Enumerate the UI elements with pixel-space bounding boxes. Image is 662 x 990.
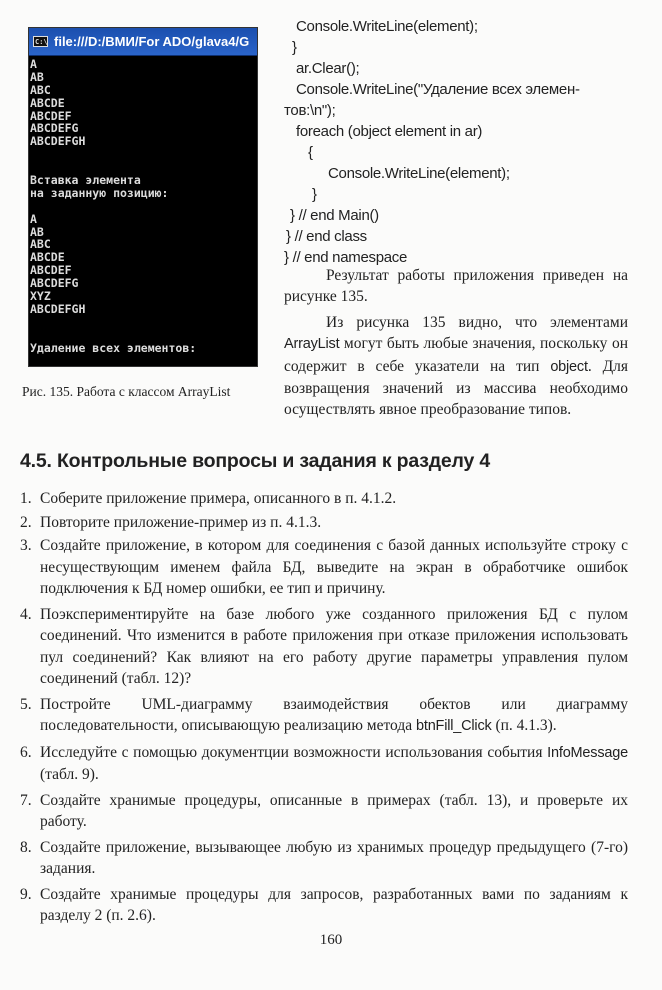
console-line xyxy=(30,200,257,213)
task-item xyxy=(20,884,628,927)
console-line: ABCDE xyxy=(30,250,65,265)
task-item xyxy=(20,512,628,534)
code-line: Console.WriteLine(element); xyxy=(328,165,510,182)
task-text-tail: (п. 4.1.3). xyxy=(491,717,557,734)
task-text: Создайте приложение, вызывающее любую из хранимых процедур предыдущего (7-го) задания. xyxy=(40,838,628,877)
console-titlebar xyxy=(29,28,257,56)
code-line: Console.WriteLine("Удаление всех элемен- xyxy=(296,81,580,98)
console-line: ABC xyxy=(30,237,51,252)
paragraph-result: Результат работы приложения приведен на рисунке 135. xyxy=(284,267,628,306)
code-line: } // end namespace xyxy=(284,249,408,266)
paragraph-text: . Для возвращения значений из массива необходимо осуществлять явное преобразование типов. xyxy=(284,357,628,419)
task-text: Поэкспериментируйте на базе любого уже созданного приложения БД с пулом соединений. Что изменится в работе приложения при отказе приложения использовать пул соединений? Как влияют на его работу другие параметры управления пулом соединений (табл. 12)? xyxy=(40,605,628,687)
console-line xyxy=(30,316,257,329)
console-line: Удаление всех элементов: xyxy=(30,340,197,355)
code-line: { xyxy=(308,144,313,161)
paragraph-text: могут быть любые значения, поскольку он содержит в себе указатели на тип xyxy=(284,335,628,375)
code-line: } // end class xyxy=(286,228,367,245)
console-output xyxy=(29,56,257,354)
task-number: 1. xyxy=(20,490,32,507)
task-item xyxy=(20,694,628,738)
task-item xyxy=(20,604,628,690)
code-line: тов:\n"); xyxy=(284,102,336,119)
task-text: Постройте UML-диаграмму взаимодействия обектов или диаграмму последовательности, описывающую реализацию метода xyxy=(40,695,628,734)
console-line: на заданную позицию: xyxy=(30,185,169,200)
console-line: ABCDEFGH xyxy=(30,301,86,316)
task-item xyxy=(20,535,628,600)
console-line: ABCDEFGH xyxy=(30,134,86,149)
task-item xyxy=(20,488,628,510)
code-line: ar.Clear(); xyxy=(296,60,360,77)
console-window-screenshot xyxy=(28,27,258,367)
task-number: 7. xyxy=(20,791,32,809)
task-text: Создайте хранимые процедуры для запросов, разработанных вами по заданиям к разделу 2 (п. 2.6). xyxy=(40,885,628,924)
task-number: 3. xyxy=(20,537,32,554)
page-number: 160 xyxy=(319,932,343,948)
task-number: 5. xyxy=(20,695,32,713)
task-number: 4. xyxy=(20,605,32,623)
task-item xyxy=(20,742,628,786)
console-line: XYZ xyxy=(30,289,51,304)
console-line: AB xyxy=(30,69,44,84)
paragraph-text: Из рисунка 135 видно, что элементами xyxy=(326,314,628,331)
console-line: ABCDEF xyxy=(30,263,72,278)
console-line: A xyxy=(30,57,37,71)
console-line: ABCDEFG xyxy=(30,121,79,136)
code-line: Console.WriteLine(element); xyxy=(296,18,478,35)
task-text: Соберите приложение примера, описанного в п. 4.1.2. xyxy=(40,490,397,507)
code-line: } xyxy=(312,186,317,203)
task-item xyxy=(20,837,628,880)
console-line: ABCDEF xyxy=(30,108,72,123)
console-line: AB xyxy=(30,224,44,239)
console-line: ABC xyxy=(30,82,51,97)
task-number: 6. xyxy=(20,743,32,761)
console-line: A xyxy=(30,211,37,226)
code-line: foreach (object element in ar) xyxy=(296,123,483,140)
console-line: ABCDE xyxy=(30,95,65,110)
task-text: Создайте хранимые процедуры, описанные в примерах (табл. 13), и проверьте их работу. xyxy=(40,791,628,830)
inline-code: btnFill_Click xyxy=(416,718,492,734)
section-heading: 4.5. Контрольные вопросы и задания к разделу 4 xyxy=(20,450,490,472)
console-title: file:///D:/ВМИ/For ADO/glava4/G xyxy=(54,33,250,49)
console-line xyxy=(30,329,257,342)
code-line: } xyxy=(292,39,297,56)
console-line: Вставка элемента xyxy=(30,173,141,188)
console-line xyxy=(30,148,257,161)
task-number: 9. xyxy=(20,885,32,903)
task-list xyxy=(20,488,628,927)
task-text: Повторите приложение-пример из п. 4.1.3. xyxy=(40,513,322,531)
task-number: 8. xyxy=(20,838,32,856)
task-text-tail: (табл. 9). xyxy=(40,766,99,783)
code-line: } // end Main() xyxy=(290,207,379,224)
figure-caption: Рис. 135. Работа с классом ArrayList xyxy=(22,384,231,399)
inline-code-arraylist: ArrayList xyxy=(284,336,340,353)
task-text: Создайте приложение, в котором для соединения с базой данных используйте строку с несуществующим именем файла БД, выведите на экран в обработчике ошибок подключения к БД номер ошибки, ее тип и причину. xyxy=(40,537,628,597)
task-text: Исследуйте с помощью документции возможности использования события xyxy=(40,743,548,761)
paragraph-conclusion xyxy=(284,312,628,420)
inline-code: InfoMessage xyxy=(547,744,628,761)
console-window-icon: C:\ xyxy=(35,38,48,46)
inline-code-object: object xyxy=(550,358,588,375)
console-line: ABCDEFG xyxy=(30,276,79,291)
task-number: 2. xyxy=(20,513,32,531)
task-item xyxy=(20,790,628,833)
